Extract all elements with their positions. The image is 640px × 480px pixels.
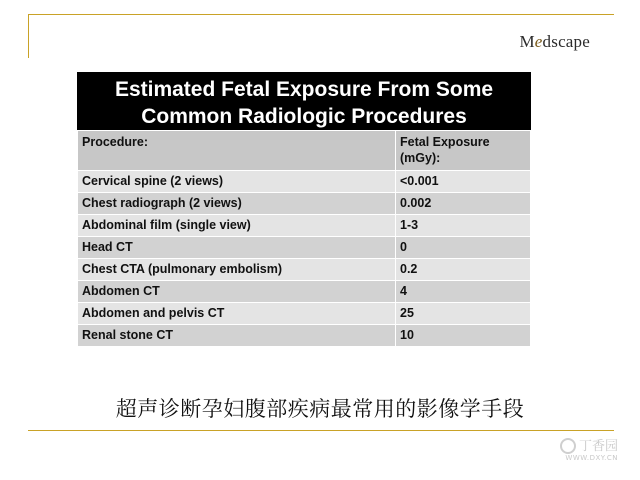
fetal-exposure-table [77,72,531,347]
exposure-cell: 4 [396,281,531,303]
logo-text-mid: e [534,32,543,51]
exposure-cell: 1-3 [396,215,531,237]
dxy-watermark [560,435,618,463]
table-row [78,325,531,347]
procedure-cell: Abdomen CT [78,281,396,303]
procedure-cell: Chest CTA (pulmonary embolism) [78,259,396,281]
watermark-name: 丁香园 [578,438,618,454]
logo-text-suffix: dscape [542,32,590,51]
procedure-cell: Abdominal film (single view) [78,215,396,237]
medscape-logo [519,32,590,52]
table-row [78,259,531,281]
table-title-line-1: Estimated Fetal Exposure From Some [114,78,494,101]
template-bottom-rule [28,430,614,431]
dxy-logo-icon [560,438,576,454]
table-title-line-2: Common Radiologic Procedures [141,105,467,128]
table-row [78,303,531,325]
procedure-cell: Head CT [78,237,396,259]
table-header-row [78,131,531,171]
header-procedure: Procedure: [78,131,396,171]
exposure-cell: 0.2 [396,259,531,281]
template-left-rule [28,14,29,58]
exposure-cell: <0.001 [396,171,531,193]
procedure-cell: Cervical spine (2 views) [78,171,396,193]
table-row [78,171,531,193]
table-title [77,72,531,130]
procedure-cell: Chest radiograph (2 views) [78,193,396,215]
exposure-cell: 0 [396,237,531,259]
exposure-cell: 25 [396,303,531,325]
table-row [78,215,531,237]
table-row [78,281,531,303]
logo-text-prefix: M [519,32,535,51]
exposure-cell: 0.002 [396,193,531,215]
watermark-url: WWW.DXY.CN [565,454,618,462]
table-row [78,237,531,259]
procedure-cell: Renal stone CT [78,325,396,347]
exposure-table-body [77,130,531,347]
exposure-cell: 10 [396,325,531,347]
template-top-rule [28,14,614,15]
slide-caption: 超声诊断孕妇腹部疾病最常用的影像学手段 [115,397,525,421]
header-fetal-exposure: Fetal Exposure (mGy): [396,131,531,171]
table-row [78,193,531,215]
procedure-cell: Abdomen and pelvis CT [78,303,396,325]
